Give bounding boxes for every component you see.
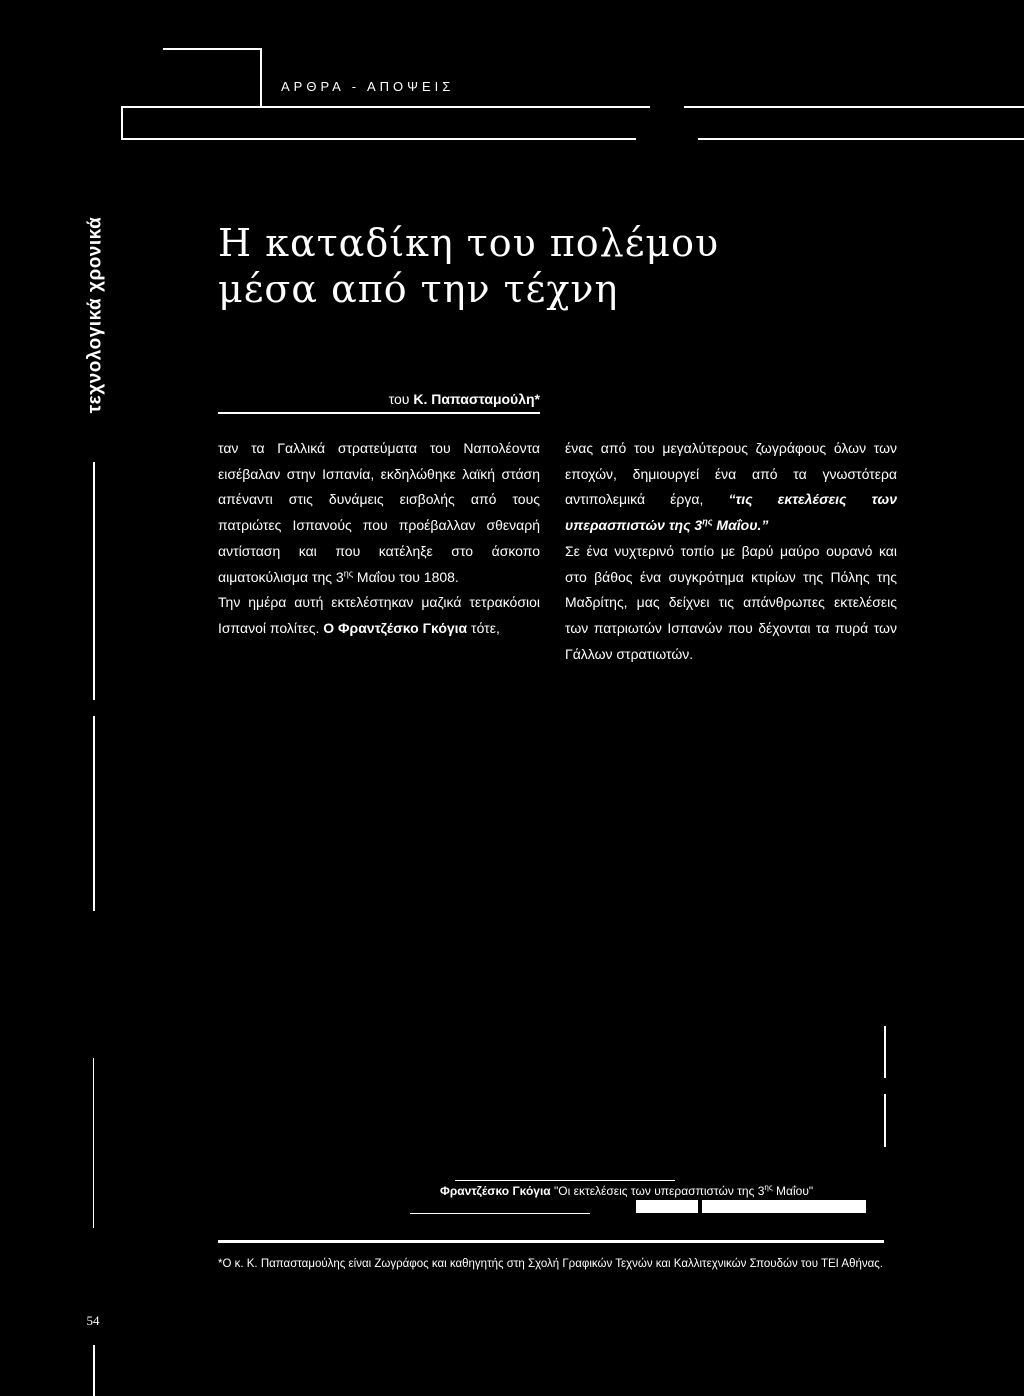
header-rule-left-vertical xyxy=(121,106,123,140)
article-column-left xyxy=(218,436,540,642)
author-footnote: *Ο κ. Κ. Παπασταμούλης είναι Ζωγράφος και καθηγητής στη Σχολή Γραφικών Τεχνών και Καλλιτεχνικών Σπουδών του ΤΕΙ Αθήνας. xyxy=(218,1258,884,1270)
caption-artist: Φραντζέσκο Γκόγια xyxy=(440,1184,551,1198)
byline-prefix: του xyxy=(388,391,410,407)
header-rule-bottom xyxy=(121,138,636,140)
article-column-right xyxy=(565,436,897,667)
sidebar-rule-3 xyxy=(93,1058,94,1228)
right-p1-text: ένας από του μεγαλύτερους ζωγράφους όλων των εποχών, δημιουργεί ένα από τα γνωστότερα αντιπολεμικά έργα, xyxy=(565,440,897,508)
byline-author: Κ. Παπασταμούλη* xyxy=(413,391,540,407)
footnote-rule xyxy=(218,1240,884,1243)
article-title xyxy=(218,220,918,312)
header-rule-bottom-right xyxy=(698,138,1024,140)
image-frame-right-2 xyxy=(884,1094,886,1147)
caption-block-2 xyxy=(702,1200,866,1213)
left-p1-text: ταν τα Γαλλικά στρατεύματα του Ναπολέοντα εισέβαλαν στην Ισπανία, εκδηλώθηκε λαϊκή στάση απέναντι στις δυνάμεις εισβολής από τους πατριώτες Ισπανούς που προέβαλλαν σθεναρή αντίσταση και που κατέληξε στο άσκοπο αιματοκύλισμα της 3 xyxy=(218,440,540,585)
byline xyxy=(300,391,540,407)
header-rule-mid xyxy=(122,106,650,108)
title-line-1: Η καταδίκη του πολέμου xyxy=(218,221,720,265)
right-p1-sup: ης xyxy=(702,516,713,527)
caption-rule-top xyxy=(455,1180,675,1181)
sidebar-rule-4 xyxy=(93,1345,95,1396)
right-p1-bold: “τις εκτελέσεις των υπερασπιστών της 3 xyxy=(565,491,897,534)
magazine-label xyxy=(80,190,110,440)
header-rule-top xyxy=(163,48,261,50)
sidebar-rule-2 xyxy=(93,716,95,911)
left-paragraph-2 xyxy=(218,590,540,641)
title-line-2: μέσα από την τέχνη xyxy=(218,267,619,311)
left-p1-sup: ης xyxy=(343,567,354,578)
magazine-label-text: τεχνολογικά χρονικά xyxy=(84,216,106,414)
header-rule-mid-right xyxy=(684,106,1024,108)
left-p1-end: Μαΐου του 1808. xyxy=(353,568,459,585)
caption-text-end: Μαΐου" xyxy=(772,1184,814,1198)
right-paragraph-2: Σε ένα νυχτερινό τοπίο με βαρύ μαύρο ουρανό και στο βάθος ένα συγκρότημα κτιρίων της Πόλης της Μαδρίτης, μας δείχνει τις απάνθρωπες εκτελέσεις των πατριωτών Ισπανών που δέχονται τα πυρά των Γάλλων στρατιωτών. xyxy=(565,542,897,662)
left-p2-bold: Ο Φραντζέσκο Γκόγια xyxy=(323,619,468,636)
left-p2-end: τότε, xyxy=(467,619,500,636)
caption-block-1 xyxy=(636,1200,698,1213)
image-frame-right-1 xyxy=(884,1026,886,1078)
section-label: ΑΡΘΡΑ - ΑΠΟΨΕΙΣ xyxy=(281,79,455,94)
caption-rule-bottom xyxy=(410,1213,590,1214)
sidebar-rule xyxy=(93,462,95,700)
byline-rule xyxy=(218,412,540,414)
image-caption xyxy=(440,1183,870,1198)
caption-text: "Οι εκτελέσεις των υπερασπιστών της 3 xyxy=(550,1184,765,1198)
caption-sup: ης xyxy=(764,1183,773,1192)
right-p1-bold-end: Μαΐου.” xyxy=(712,517,769,534)
left-paragraph-1 xyxy=(218,436,540,590)
left-p2-text: Την ημέρα αυτή εκτελέστηκαν μαζικά τετρακόσιοι Ισπανοί πολίτες. xyxy=(218,594,540,636)
page-number: 54 xyxy=(86,1313,100,1328)
right-paragraph-1 xyxy=(565,436,897,539)
header-rule-vertical xyxy=(260,48,262,108)
